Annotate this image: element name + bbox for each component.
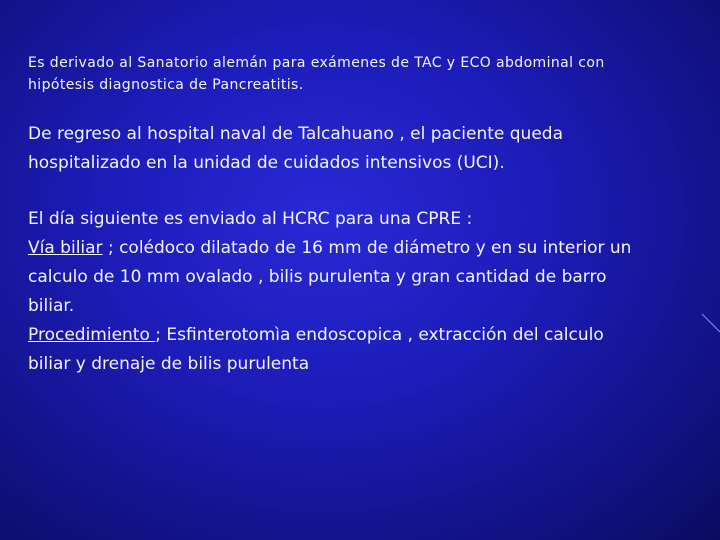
- referral-line-1: Es derivado al Sanatorio alemán para exámenes de TAC y ECO abdominal con: [28, 55, 605, 71]
- hospitalization-paragraph: [28, 120, 698, 178]
- procedimiento-text-2: biliar y drenaje de bilis purulenta: [28, 354, 310, 374]
- cpre-intro-line: El día siguiente es enviado al HCRC para una CPRE :: [28, 209, 473, 229]
- via-biliar-text-1: ; colédoco dilatado de 16 mm de diámetro y en su interior un: [102, 238, 632, 258]
- hospitalization-line-2: hospitalizado en la unidad de cuidados intensivos (UCI).: [28, 153, 505, 173]
- referral-line-2: hipótesis diagnostica de Pancreatitis.: [28, 77, 304, 93]
- hospitalization-line-1: De regreso al hospital naval de Talcahuano , el paciente queda: [28, 124, 563, 144]
- via-biliar-label: Vía biliar: [28, 238, 103, 258]
- cpre-paragraph: [28, 205, 698, 379]
- procedimiento-label: Procedimiento: [28, 325, 156, 345]
- decorative-streak: [700, 312, 720, 334]
- referral-paragraph: [28, 52, 698, 96]
- via-biliar-text-3: biliar.: [28, 296, 75, 316]
- via-biliar-text-2: calculo de 10 mm ovalado , bilis purulenta y gran cantidad de barro: [28, 267, 607, 287]
- procedimiento-text-1: ; Esfinterotomìa endoscopica , extracción del calculo: [155, 325, 604, 345]
